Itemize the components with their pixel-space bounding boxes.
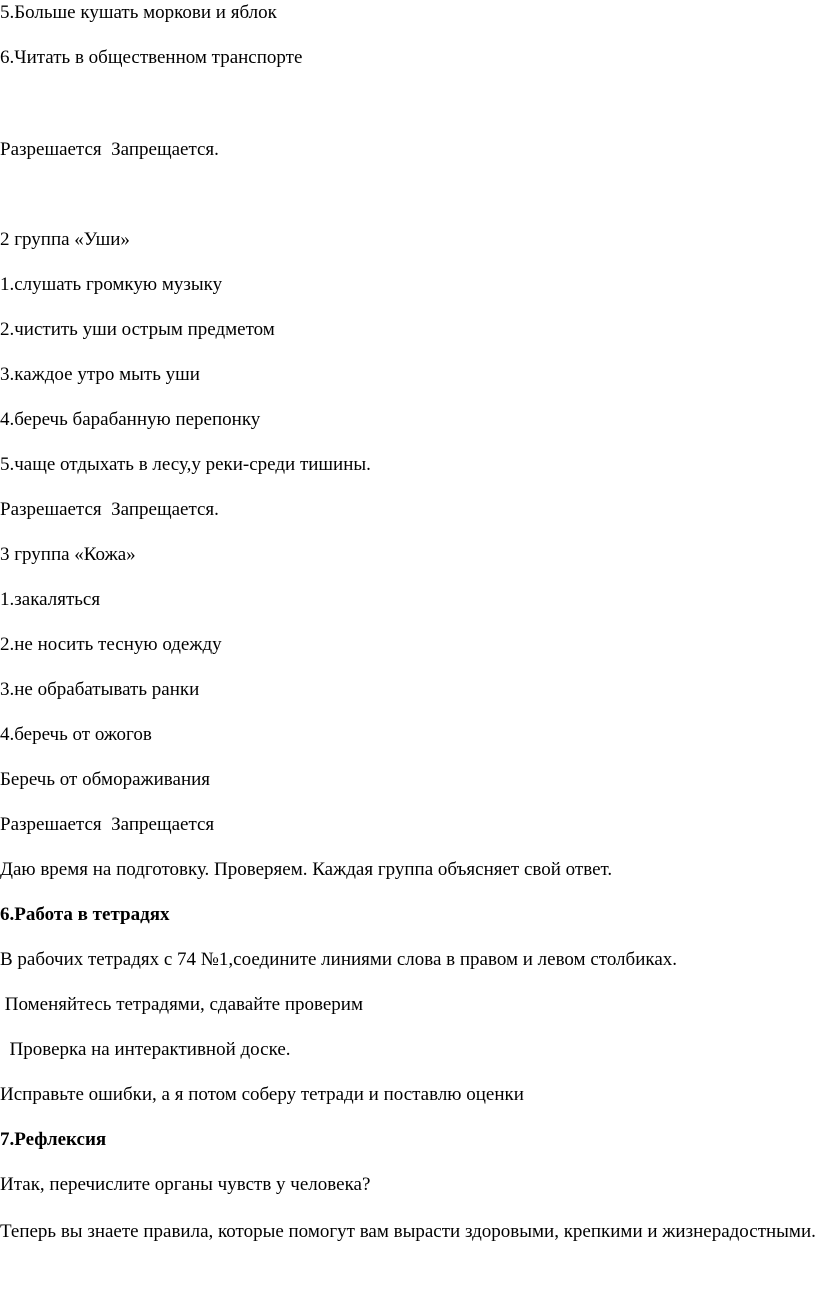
group3-choice: Разрешается Запрещается xyxy=(0,814,215,835)
group3-title: 3 группа «Кожа» xyxy=(0,544,136,565)
section7-heading: 7.Рефлексия xyxy=(0,1129,107,1150)
group2-choice: Разрешается Запрещается. xyxy=(0,499,219,520)
section6-line: Исправьте ошибки, а я потом соберу тетради и поставлю оценки xyxy=(0,1084,524,1105)
group3-item: 1.закаляться xyxy=(0,589,101,610)
section6-line: Поменяйтесь тетрадями, сдавайте проверим xyxy=(0,994,363,1015)
group2-item: 5.чаще отдыхать в лесу,у реки-среди тишины. xyxy=(0,454,371,475)
group3-item: 4.беречь от ожогов xyxy=(0,724,152,745)
group2-item: 2.чистить уши острым предметом xyxy=(0,319,275,340)
group1-item-6: 6.Читать в общественном транспорте xyxy=(0,47,303,68)
group2-item: 1.слушать громкую музыку xyxy=(0,274,223,295)
group3-item: 3.не обрабатывать ранки xyxy=(0,679,200,700)
group1-item-5: 5.Больше кушать моркови и яблок xyxy=(0,2,277,23)
group2-item: 4.беречь барабанную перепонку xyxy=(0,409,261,430)
section6-line: В рабочих тетрадях с 74 №1,соедините линиями слова в правом и левом столбиках. xyxy=(0,949,678,970)
group2-item: 3.каждое утро мыть уши xyxy=(0,364,200,385)
group1-choice: Разрешается Запрещается. xyxy=(0,139,219,160)
section6-heading: 6.Работа в тетрадях xyxy=(0,904,170,925)
group2-title: 2 группа «Уши» xyxy=(0,229,130,250)
group3-item: Беречь от обмораживания xyxy=(0,769,211,790)
section7-question: Итак, перечислите органы чувств у человека? xyxy=(0,1174,371,1195)
group3-item: 2.не носить тесную одежду xyxy=(0,634,222,655)
prep-text: Даю время на подготовку. Проверяем. Каждая группа объясняет свой ответ. xyxy=(0,859,613,880)
section6-line: Проверка на интерактивной доске. xyxy=(0,1039,291,1060)
section7-closing: Теперь вы знаете правила, которые помогут вам вырасти здоровыми, крепкими и жизнерадостными. xyxy=(0,1221,816,1242)
